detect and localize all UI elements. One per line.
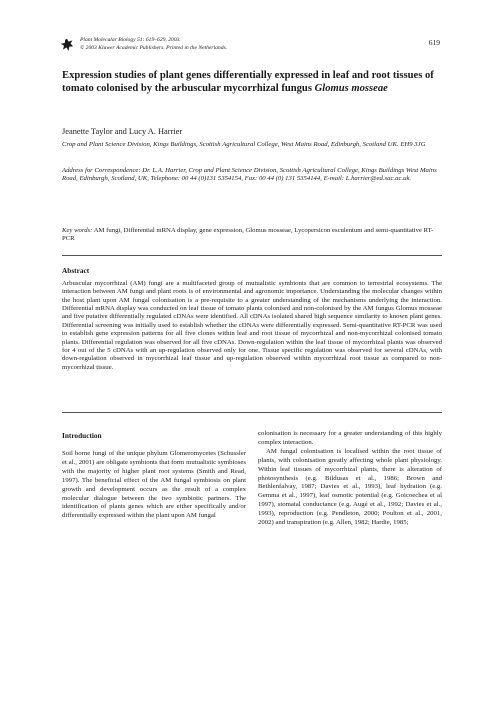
divider-bottom: [62, 412, 442, 413]
abstract-text: Arbuscular mycorrhizal (AM) fungi are a multifaceted group of mutualistic symbionts that are common to terrestrial ecosystems. The interaction between AM fungi and plant roots is of environmental and agronomic importance. Understanding the molecular changes within the host plant upon AM fungal colonisation is a pre-requisite to a greater understanding of the mechanisms underlying the interaction. Differential mRNA display was conducted on leaf tissue of tomato plants colonised and non-colonised by the AM fungus Glomus mosseae and five putative differentially regulated cDNAs were identified. All cDNAs isolated shared high sequence similarity to known plant genes. Differential screening was initially used to establish whether the cDNAs were differentially expressed. Semi-quantitative RT-PCR was used to establish gene expression patterns for all five clones within leaf and root tissue of mycorrhizal and non-mycorrhizal colonised tomato plants. Differential regulation was observed for all five cDNAs. Down-regulation within the leaf tissue of mycorrhizal plants was observed for 4 out of the 5 cDNAs with an up-regulation observed only for one. Tissue specific regulation was observed for several cDNAs, with down-regulation observed in mycorrhizal leaf tissue and up-regulation observed within mycorrhizal root tissue as compared to non-mycorrhizal tissue.: [62, 280, 442, 371]
intro-right-paragraph-1: colonisation is necessary for a greater understanding of this highly complex interaction.: [258, 430, 442, 446]
article-title: [62, 70, 440, 96]
springer-logo-icon: [60, 38, 74, 52]
title-main: Expression studies of plant genes differentially expressed in leaf and root tissues of tomato colonised by the arbuscular mycorrhizal fungus: [62, 70, 434, 94]
journal-line2: © 2003 Kluwer Academic Publishers. Printed in the Netherlands.: [80, 45, 228, 51]
keywords: [62, 227, 442, 244]
journal-citation: [80, 36, 227, 52]
divider-top: [62, 255, 442, 256]
title-species: Glomus mosseae: [314, 82, 388, 94]
page-number: 619: [428, 38, 440, 47]
journal-line1: Plant Molecular Biology 51: 619–629, 2003.: [80, 37, 181, 43]
introduction-right-column: [258, 430, 442, 528]
abstract-heading: Abstract: [62, 266, 90, 275]
affiliation: Crop and Plant Science Division, Kings Buildings, Scottish Agricultural College, West Mains Road, Edinburgh, Scotland UK. EH9 3JG: [62, 141, 426, 148]
intro-right-paragraph-2: AM fungal colonisation is localised within the root tissue of plants, with colonisation greatly affecting whole plant physiology. Within leaf tissues of mycorrhizal plants, there is alteration of photosynthesis (e.g. Bildusas et al., 1986; Brown and Bethlenfalvay, 1987; Davies et al., 1993), leaf hydration (e.g. Gemma et al., 1997), leaf osmotic potential (e.g. Goicoechea et al 1997), stomatal conductance (e.g. Augé et al., 1992; Davies et al., 1993), reproduction (e.g. Pendleton, 2000; Poulton et al., 2001, 2002) and transpiration (e.g. Allen, 1982; Hardie, 1985;: [258, 447, 442, 527]
correspondence-address: Address for Correspondence: Dr. L.A. Harrier, Crop and Plant Science Division, Scottish Agricultural College, Kings Buildings West Mains Road, Edinburgh, Scotland, UK, Telephone: 00 44 (0)131 5354154, Fax: 00 44 (0) 131 5354144, E-mail: L.harrier@ed.sac.ac.uk.: [62, 167, 437, 183]
introduction-left-column: Soil borne fungi of the unique phylum Glomeromycetes (Schussler et al., 2001) are obligate symbionts that form mutualistic symbioses with the majority of higher plant root systems (Smith and Read, 1997). The beneficial effect of the AM fungal symbiosis on plant growth and development occurs as the result of a complex molecular dialogue between the two symbiotic partners. The identification of plants genes which are either specifically and/or differentially expressed within the plant upon AM fungal: [62, 450, 246, 520]
keywords-label: Key words:: [62, 227, 93, 234]
keywords-text: AM fungi, Differential mRNA display, gene expression, Glomus mosseae, Lycopersicon esculentum and semi-quantitative RT-PCR: [62, 227, 434, 243]
authors: Jeanette Taylor and Lucy A. Harrier: [62, 127, 183, 136]
introduction-heading: Introduction: [62, 431, 102, 440]
